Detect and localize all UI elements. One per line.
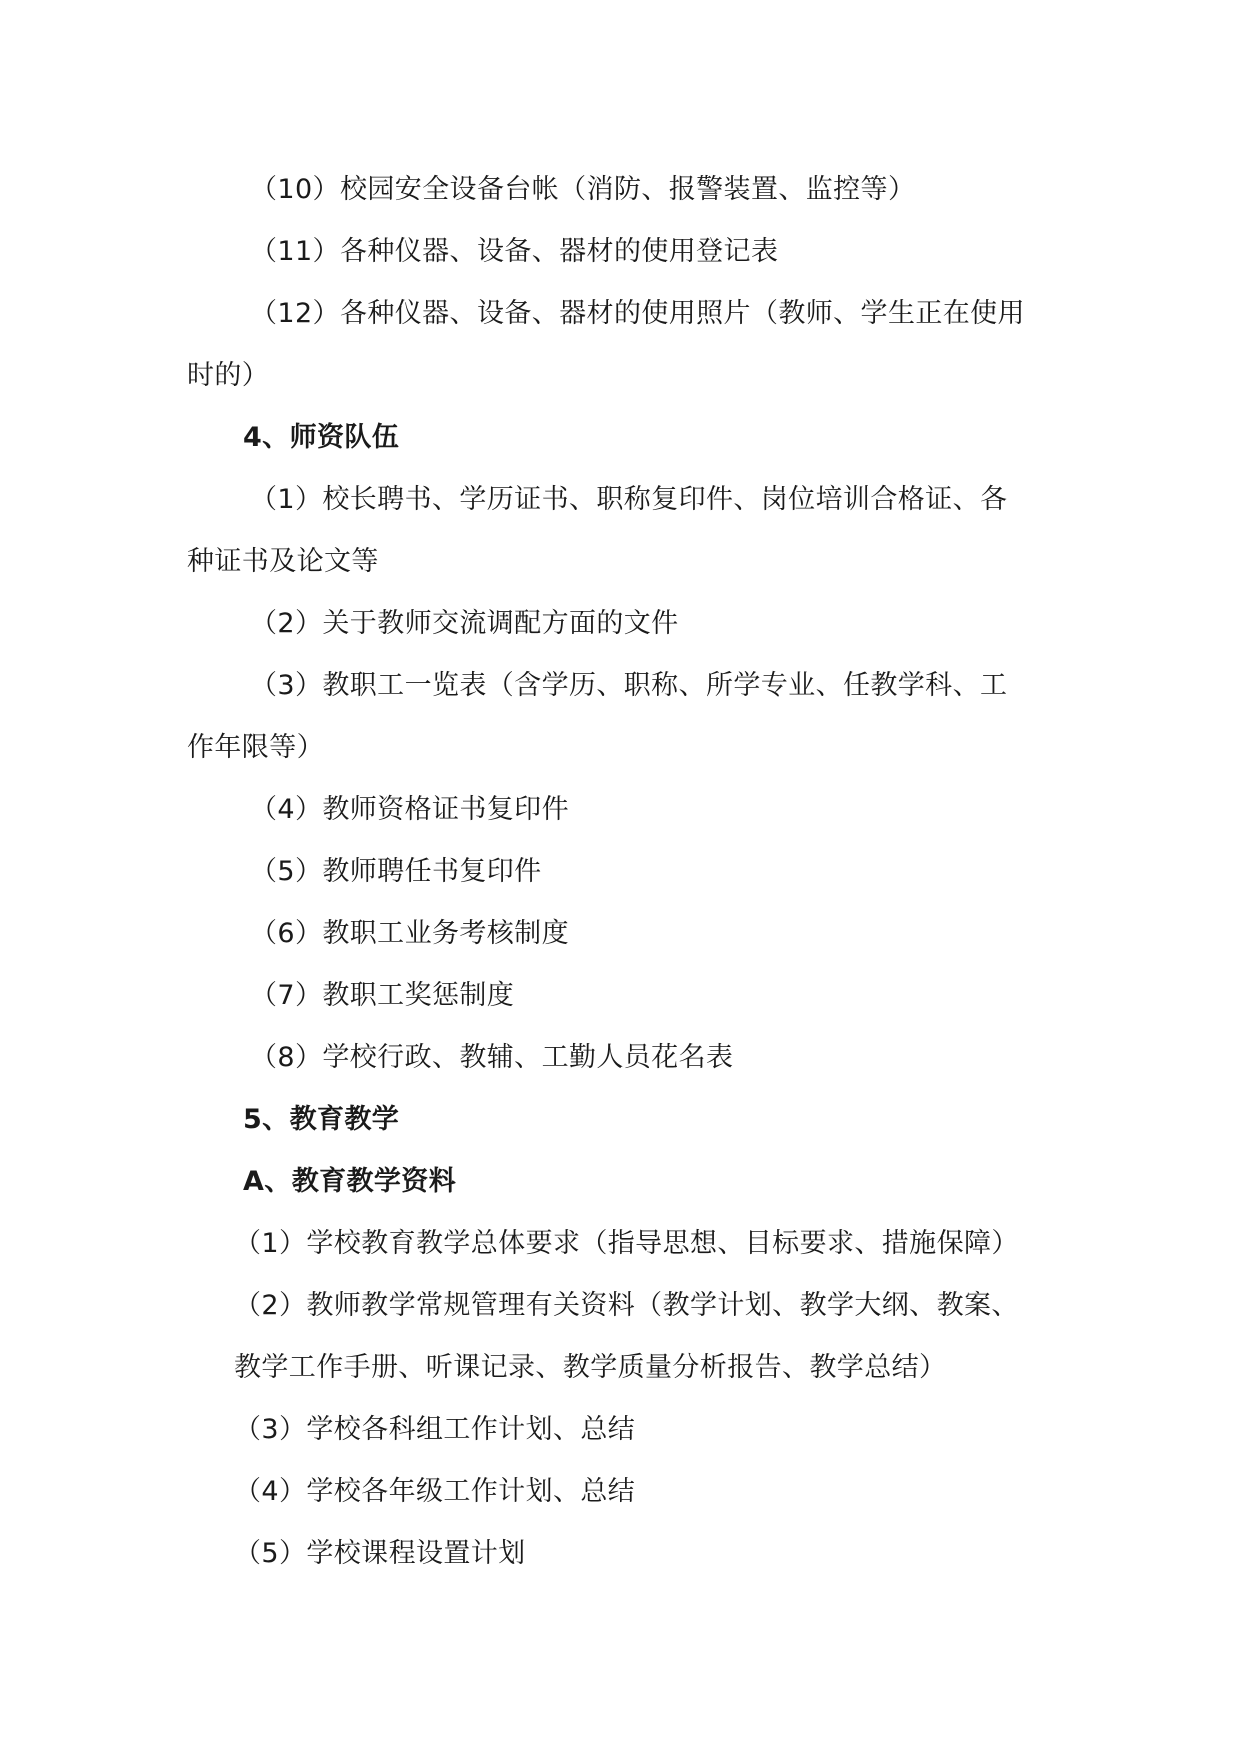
list-item: （10）校园安全设备台帐（消防、报警装置、监控等） [250,174,916,205]
list-item-continuation: 作年限等） [187,732,324,763]
list-item: （7）教职工奖惩制度 [250,980,515,1011]
list-item: （6）教职工业务考核制度 [250,918,569,949]
list-item: （4）教师资格证书复印件 [250,794,569,825]
list-item: （1）校长聘书、学历证书、职称复印件、岗位培训合格证、各 [250,484,1008,515]
list-item: （4）学校各年级工作计划、总结 [234,1476,636,1507]
section-heading: 5、教育教学 [243,1104,400,1135]
list-item-continuation: 种证书及论文等 [187,546,379,577]
list-item: （2）教师教学常规管理有关资料（教学计划、教学大纲、教案、 [234,1290,1019,1321]
list-item: （8）学校行政、教辅、工勤人员花名表 [250,1042,734,1073]
list-item-continuation: 时的） [187,360,270,391]
list-item: （2）关于教师交流调配方面的文件 [250,608,679,639]
list-item: （5）学校课程设置计划 [234,1538,526,1569]
subsection-heading: A、教育教学资料 [243,1166,457,1197]
list-item: （3）学校各科组工作计划、总结 [234,1414,636,1445]
list-item-continuation: 教学工作手册、听课记录、教学质量分析报告、教学总结） [234,1352,947,1383]
list-item: （3）教职工一览表（含学历、职称、所学专业、任教学科、工 [250,670,1008,701]
list-item: （12）各种仪器、设备、器材的使用照片（教师、学生正在使用 [250,298,1025,329]
section-heading: 4、师资队伍 [243,422,400,453]
list-item: （1）学校教育教学总体要求（指导思想、目标要求、措施保障） [234,1228,1019,1259]
list-item: （11）各种仪器、设备、器材的使用登记表 [250,236,779,267]
list-item: （5）教师聘任书复印件 [250,856,542,887]
